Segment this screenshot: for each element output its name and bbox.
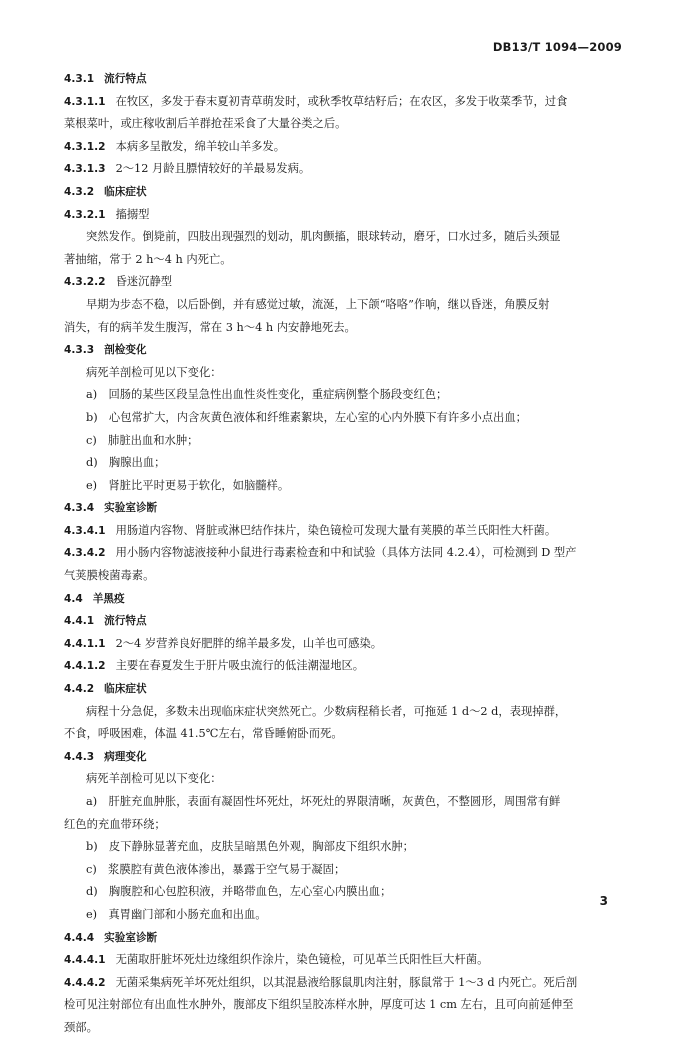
text-line <box>64 633 624 656</box>
line-text: 不食，呼吸困难，体温 41.5℃左右，常昏睡俯卧而死。 <box>64 727 343 741</box>
document-code: DB13/T 1094—2009 <box>492 40 622 54</box>
line-text: 用小肠内容物滤液接种小鼠进行毒素检查和中和试验（具体方法同 4.2.4），可检测到 D 型产 <box>115 546 577 560</box>
line-text: 早期为步态不稳，以后卧倒，并有感觉过敏，流涎，上下颌“咯咯”作响，继以昏迷，角膜反射 <box>86 297 550 311</box>
line-text: 病死羊剖检可见以下变化： <box>86 772 222 786</box>
text-line <box>64 136 624 159</box>
section-heading <box>64 746 624 769</box>
clause-number: 4.4.4.1 <box>64 954 106 967</box>
line-text: 无菌取肝脏坏死灶边缘组织作涂片，染色镜检，可见革兰氏阳性巨大杆菌。 <box>115 953 489 967</box>
clause-number: 4.3.4.1 <box>64 524 106 537</box>
heading-text: 临床症状 <box>104 683 147 696</box>
text-line <box>64 430 624 453</box>
clause-number: 4.4.1 <box>64 615 95 628</box>
text-line <box>64 565 624 588</box>
text-line <box>64 836 624 859</box>
text-line <box>64 158 624 181</box>
line-text: 气荚膜梭菌毒素。 <box>64 569 155 583</box>
heading-text: 实验室诊断 <box>104 502 158 515</box>
text-line <box>64 362 624 385</box>
text-line <box>64 271 624 294</box>
text-line <box>64 294 624 317</box>
clause-number: 4.4.4.2 <box>64 976 106 989</box>
text-line <box>64 859 624 882</box>
text-line <box>64 249 624 272</box>
line-text: 搐搦型 <box>115 207 150 221</box>
line-text: 颈部。 <box>64 1020 98 1034</box>
clause-number: 4.3.1.3 <box>64 163 106 176</box>
section-heading <box>64 68 624 91</box>
text-line <box>64 226 624 249</box>
clause-number: 4.3.2 <box>64 185 95 198</box>
text-line <box>64 407 624 430</box>
clause-number: 4.4.2 <box>64 683 95 696</box>
heading-text: 羊黑疫 <box>92 592 125 605</box>
section-heading <box>64 181 624 204</box>
text-line <box>64 1017 624 1040</box>
clause-number: 4.3.2.1 <box>64 208 106 221</box>
text-line <box>64 791 624 814</box>
document-body <box>64 68 624 1040</box>
line-text: c) 浆膜腔有黄色液体渗出，暴露于空气易于凝固； <box>86 862 346 876</box>
line-text: 红色的充血带环绕； <box>64 817 166 831</box>
clause-number: 4.3.4 <box>64 502 95 515</box>
text-line <box>64 972 624 995</box>
line-text: c) 肺脏出血和水肿； <box>86 433 199 447</box>
section-heading <box>64 497 624 520</box>
line-text: 著抽缩，常于 2 h～4 h 内死亡。 <box>64 252 232 266</box>
line-text: b) 心包常扩大，内含灰黄色液体和纤维素絮块，左心室的心内外膜下有许多小点出血； <box>86 410 527 424</box>
line-text: 菜根菜叶，或庄稼收割后羊群抢茬采食了大量谷类之后。 <box>64 117 347 131</box>
line-text: e) 真胃幽门部和小肠充血和出血。 <box>86 907 267 921</box>
line-text: 病死羊剖检可见以下变化： <box>86 365 222 379</box>
clause-number: 4.3.3 <box>64 344 95 357</box>
clause-number: 4.4.1.1 <box>64 637 106 650</box>
line-text: a) 回肠的某些区段呈急性出血性炎性变化，重症病例整个肠段变红色； <box>86 388 448 402</box>
text-line <box>64 452 624 475</box>
heading-text: 流行特点 <box>104 73 147 85</box>
heading-text: 流行特点 <box>104 615 147 628</box>
clause-number: 4.3.4.2 <box>64 547 106 560</box>
clause-number: 4.4.4 <box>64 931 95 944</box>
heading-text: 临床症状 <box>104 185 147 198</box>
text-line <box>64 384 624 407</box>
clause-number: 4.3.1 <box>64 73 95 85</box>
clause-number: 4.3.1.1 <box>64 95 106 108</box>
text-line <box>64 475 624 498</box>
text-line <box>64 91 624 114</box>
line-text: d) 胸腹腔和心包腔积液，并略带血色，左心室心内膜出血； <box>86 885 392 899</box>
line-text: 2～4 岁营养良好肥胖的绵羊最多发，山羊也可感染。 <box>115 636 383 650</box>
clause-number: 4.3.1.2 <box>64 140 106 153</box>
heading-text: 病理变化 <box>104 750 147 763</box>
line-text: 突然发作。倒毙前，四肢出现强烈的划动，肌肉颤搐，眼球转动，磨牙，口水过多，随后头颈显 <box>86 230 561 244</box>
heading-text: 剖检变化 <box>104 344 147 357</box>
clause-number: 4.3.2.2 <box>64 276 106 289</box>
text-line <box>64 949 624 972</box>
text-line <box>64 520 624 543</box>
section-heading <box>64 610 624 633</box>
text-line <box>64 317 624 340</box>
line-text: 消失，有的病羊发生腹泻，常在 3 h～4 h 内安静地死去。 <box>64 320 356 334</box>
line-text: 用肠道内容物、肾脏或淋巴结作抹片，染色镜检可发现大量有荚膜的革兰氏阳性大杆菌。 <box>115 523 557 537</box>
section-heading <box>64 678 624 701</box>
line-text: 在牧区，多发于春末夏初青草萌发时，或秋季牧草结籽后；在农区，多发于收菜季节，过食 <box>115 94 568 108</box>
line-text: a) 肝脏充血肿胀，表面有凝固性坏死灶，坏死灶的界限清晰，灰黄色，不整圆形，周围常有鲜 <box>86 795 561 808</box>
text-line <box>64 994 624 1017</box>
line-text: d) 胸腺出血； <box>86 456 166 470</box>
line-text: 无菌采集病死羊坏死灶组织，以其混悬液给豚鼠肌肉注射，豚鼠常于 1～3 d 内死亡。死后剖 <box>115 975 578 989</box>
clause-number: 4.4 <box>64 592 83 605</box>
text-line <box>64 904 624 927</box>
line-text: 昏迷沉静型 <box>115 275 173 289</box>
line-text: 检可见注射部位有出血性水肿外，腹部皮下组织呈胶冻样水肿，厚度可达 1 cm 左右，且可向前延伸至 <box>64 998 574 1012</box>
text-line <box>64 204 624 227</box>
line-text: 2～12 月龄且膘情较好的羊最易发病。 <box>115 162 311 176</box>
text-line <box>64 542 624 565</box>
line-text: 主要在春夏发生于肝片吸虫流行的低洼潮湿地区。 <box>115 659 365 673</box>
heading-text: 实验室诊断 <box>104 931 158 944</box>
line-text: 本病多呈散发，绵羊较山羊多发。 <box>115 139 286 153</box>
text-line <box>64 768 624 791</box>
line-text: b) 皮下静脉显著充血，皮肤呈暗黑色外观，胸部皮下组织水肿； <box>86 840 414 854</box>
text-line <box>64 701 624 724</box>
line-text: e) 肾脏比平时更易于软化，如脑髓样。 <box>86 478 290 492</box>
clause-number: 4.4.3 <box>64 750 95 763</box>
text-line <box>64 113 624 136</box>
section-heading <box>64 339 624 362</box>
text-line <box>64 723 624 746</box>
line-text: 病程十分急促，多数未出现临床症状突然死亡。少数病程稍长者，可拖延 1 d～2 d，表现掉群， <box>86 704 567 718</box>
text-line <box>64 814 624 837</box>
page-number: 3 <box>599 894 608 908</box>
section-heading <box>64 588 624 611</box>
section-heading <box>64 927 624 950</box>
text-line <box>64 881 624 904</box>
clause-number: 4.4.1.2 <box>64 660 106 673</box>
text-line <box>64 655 624 678</box>
